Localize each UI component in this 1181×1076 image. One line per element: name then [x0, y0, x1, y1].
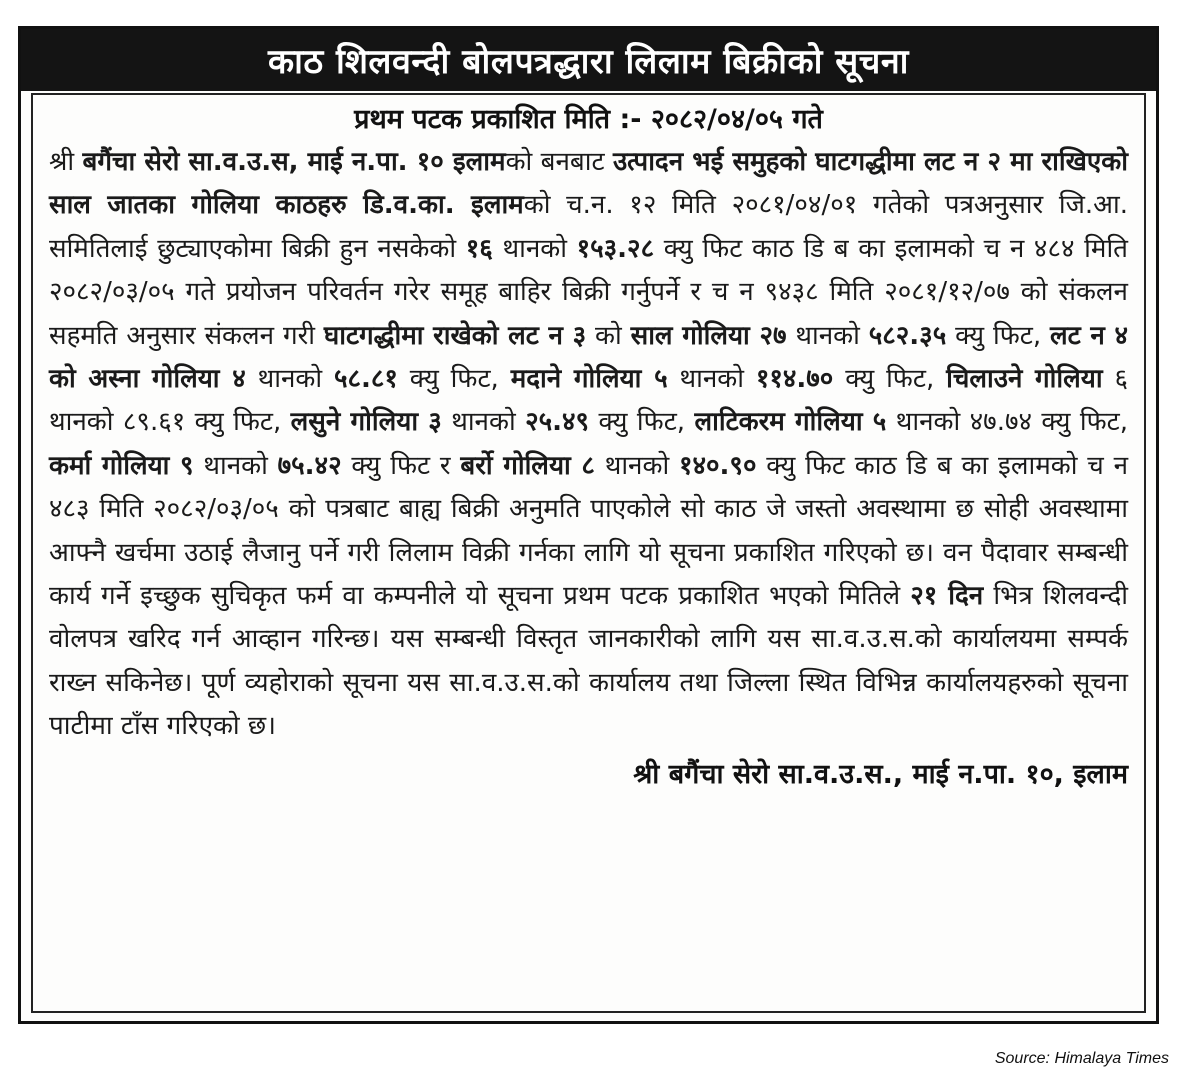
- body-text: को च.न. १२ मिति २०८१/०४/०१ गतेको पत्रअनुसार जि.आ. समितिलाई छुट्याएकोमा बिक्री हुन नसकेको: [49, 190, 1128, 264]
- notice-body: [49, 141, 1128, 749]
- body-text-bold: बर्रो गोलिया ८: [460, 450, 595, 481]
- body-text-bold: २५.४९: [525, 407, 590, 438]
- body-text: क्यु फिट,: [833, 364, 947, 395]
- body-text: को: [586, 320, 631, 351]
- body-text-bold: ५८.८१: [333, 364, 398, 395]
- notice-title: काठ शिलवन्दी बोलपत्रद्धारा लिलाम बिक्रीको सूचना: [21, 29, 1156, 91]
- body-text: क्यु फिट,: [589, 407, 695, 438]
- body-text: क्यु फिट र: [341, 450, 461, 481]
- body-text-bold: साल गोलिया २७: [630, 320, 787, 351]
- body-text-bold: घाटगद्धीमा राखेको लट न ३: [323, 320, 587, 351]
- body-text: थानको: [667, 364, 756, 395]
- body-text-bold: लाटिकरम गोलिया ५: [694, 407, 887, 438]
- publication-date-line: प्रथम पटक प्रकाशित मिति :- २०८२/०४/०५ गते: [354, 104, 823, 135]
- body-text-bold: चिलाउने गोलिया: [946, 364, 1103, 395]
- body-text: थानको: [786, 320, 869, 351]
- body-text-bold: लसुने गोलिया ३: [290, 407, 442, 438]
- body-text: श्री: [49, 147, 83, 177]
- body-text: क्यु फिट काठ डि ब का इलामको च न ४८३ मिति २०८२/०३/०५ को पत्रबाट बाह्य बिक्री अनुमति पाएकोले सो काठ जे जस्तो अवस्थामा छ सोही अवस्थामा आफ्नै खर्चमा उठाई लैजानु पर्ने गरी लिलाम विक्री गर्नका लागि यो सूचना प्रकाशित गरिएको छ। वन पैदावार सम्बन्धी कार्य गर्ने इच्छुक सुचिकृत फर्म वा कम्पनीले यो सूचना प्रथम पटक प्रकाशित भएको मितिले: [49, 450, 1129, 612]
- body-text-bold: मदाने गोलिया ५: [510, 364, 668, 395]
- body-text-bold: उत्पादन भई समुहको घाटगद्धीमा लट न २ मा राखिएको साल जातका गोलिया काठहरु डि.व.का. इलाम: [49, 147, 1128, 221]
- body-text: थानको: [245, 364, 334, 395]
- body-text: भित्र शिलवन्दी वोलपत्र खरिद गर्न आव्हान गरिन्छ। यस सम्बन्धी विस्तृत जानकारीको लागि यस सा.व.उ.स.को कार्यालयमा सम्पर्क राख्न सकिनेछ। पूर्ण व्यहोराको सूचना यस सा.व.उ.स.को कार्यालय तथा जिल्ला स्थित विभिन्न कार्यालयहरुको सूचना पाटीमा टाँस गरिएको छ।: [49, 581, 1129, 742]
- body-text: ६ थानको ८९.६१ क्यु फिट,: [49, 364, 1128, 438]
- body-text: क्यु फिट,: [397, 364, 511, 395]
- body-text: थानको: [594, 450, 679, 481]
- body-text-bold: १४०.९०: [679, 450, 757, 481]
- public-notice: [18, 26, 1159, 1024]
- body-text: थानको: [492, 233, 577, 264]
- body-text: थानको: [193, 450, 278, 481]
- body-text-bold: ५८२.३५: [868, 320, 947, 351]
- notice-body-frame: [31, 93, 1146, 1013]
- body-text: क्यु फिट,: [946, 320, 1050, 351]
- body-text: थानको ४७.७४ क्यु फिट,: [886, 407, 1128, 438]
- body-text-bold: कर्मा गोलिया ९: [49, 450, 194, 481]
- body-text-bold: २१ दिन: [910, 581, 984, 612]
- body-text-bold: ७५.४२: [277, 450, 342, 481]
- source-credit: Source: Himalaya Times: [994, 1050, 1169, 1067]
- body-text-bold: १६: [465, 233, 493, 264]
- body-text-bold: ११४.७०: [755, 364, 834, 395]
- body-text: क्यु फिट काठ डि ब का इलामको च न ४८४ मिति २०८२/०३/०५ गते प्रयोजन परिवर्तन गरेर समूह बाहिर बिक्री गर्नुपर्ने र च न ९४३८ मिति २०८१/१२/०७ को संकलन सहमति अनुसार संकलन गरी: [49, 233, 1128, 351]
- body-text-bold: लट न ४ को अस्ना गोलिया ४: [49, 320, 1129, 395]
- body-text: थानको: [441, 407, 526, 438]
- issuer-signature: श्री बगैंचा सेरो सा.व.उ.स., माई न.पा. १०, इलाम: [633, 758, 1128, 790]
- body-text-bold: १५३.२८: [576, 233, 655, 264]
- body-text-bold: बगैंचा सेरो सा.व.उ.स, माई न.पा. १० इलाम: [82, 147, 506, 177]
- body-text: को बनबाट: [505, 147, 613, 177]
